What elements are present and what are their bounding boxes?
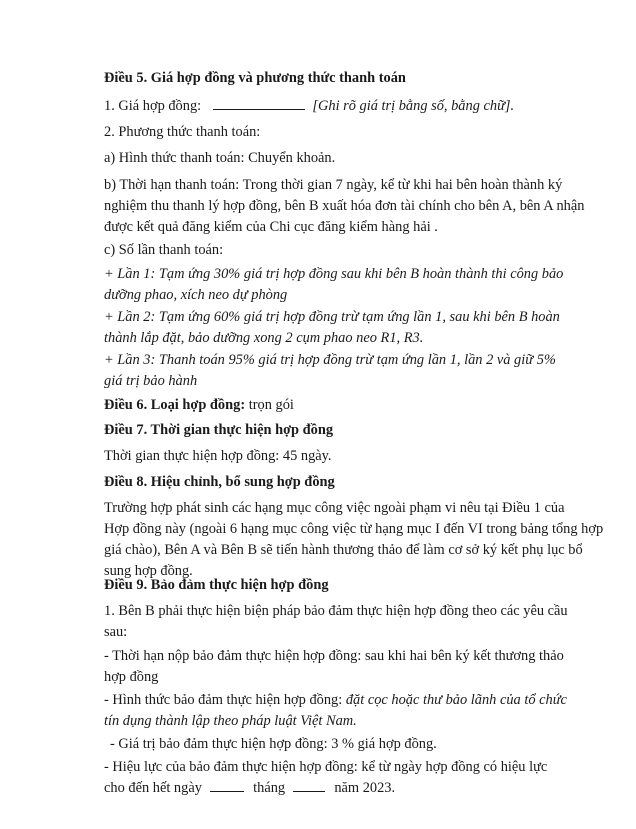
installment-3-line-2: giá trị bảo hành bbox=[104, 373, 198, 389]
contract-price-note: [Ghi rõ giá trị bằng số, bằng chữ]. bbox=[312, 98, 515, 114]
article-8-line-3: giá chào), Bên A và Bên B sẽ tiến hành thương thảo để làm cơ sở ký kết phụ lục bổ bbox=[104, 542, 583, 558]
contract-price-label: 1. Giá hợp đồng: bbox=[104, 98, 202, 114]
article-8-heading: Điều 8. Hiệu chỉnh, bổ sung hợp đồng bbox=[104, 474, 335, 490]
article-9-heading: Điều 9. Bảo đảm thực hiện hợp đồng bbox=[104, 577, 329, 593]
installment-2-line-2: thành lắp đặt, bảo dưỡng xong 2 cụm phao neo R1, R3. bbox=[104, 330, 424, 346]
day-blank bbox=[210, 779, 244, 792]
guarantee-value-line: - Giá trị bảo đảm thực hiện hợp đồng: 3 % giá hợp đồng. bbox=[110, 736, 437, 752]
guarantee-validity-line-2: cho đến hết ngày tháng năm 2023. bbox=[104, 780, 396, 796]
guarantee-validity-line-1: - Hiệu lực của bảo đảm thực hiện hợp đồng: kể từ ngày hợp đồng có hiệu lực bbox=[104, 759, 548, 775]
article-5-heading: Điều 5. Giá hợp đồng và phương thức thanh toán bbox=[104, 70, 406, 86]
article-8-line-1: Trường hợp phát sinh các hạng mục công việc ngoài phạm vi nêu tại Điều 1 của bbox=[104, 500, 565, 516]
installment-3-line-1: + Lần 3: Thanh toán 95% giá trị hợp đồng trừ tạm ứng lần 1, lần 2 và giữ 5% bbox=[104, 352, 556, 368]
contract-price-blank bbox=[213, 97, 305, 110]
article-6-line bbox=[104, 395, 294, 416]
guarantee-deadline-line-2: hợp đồng bbox=[104, 669, 159, 685]
payment-form-line: a) Hình thức thanh toán: Chuyển khoản. bbox=[104, 150, 336, 166]
installment-1-line-2: dưỡng phao, xích neo dự phòng bbox=[104, 287, 288, 303]
payment-count-title: c) Số lần thanh toán: bbox=[104, 242, 224, 258]
installment-2-line-1: + Lần 2: Tạm ứng 60% giá trị hợp đồng trừ tạm ứng lần 1, sau khi bên B hoàn bbox=[104, 309, 560, 325]
contract-price-line bbox=[104, 96, 514, 117]
installment-1-line-1: + Lần 1: Tạm ứng 30% giá trị hợp đồng sau khi bên B hoàn thành thi công bảo bbox=[104, 266, 564, 282]
payment-term-line-3: được kết quả đăng kiểm của Chi cục đăng kiểm hàng hải . bbox=[104, 219, 438, 235]
article-9-p1-line-1: 1. Bên B phải thực hiện biện pháp bảo đảm thực hiện hợp đồng theo các yêu cầu bbox=[104, 603, 568, 619]
contract-type-value: trọn gói bbox=[245, 397, 294, 413]
article-8-line-2: Hợp đồng này (ngoài 6 hạng mục công việc từ hạng mục I đến VI trong bảng tổng hợp bbox=[104, 521, 604, 537]
article-8-line-4: sung hợp đồng. bbox=[104, 563, 193, 579]
article-6-heading: Điều 6. Loại hợp đồng: bbox=[104, 397, 246, 413]
guarantee-form-line-1: - Hình thức bảo đảm thực hiện hợp đồng: đặt cọc hoặc thư bảo lãnh của tổ chức bbox=[104, 692, 567, 708]
article-7-heading: Điều 7. Thời gian thực hiện hợp đồng bbox=[104, 422, 334, 438]
payment-method-title: 2. Phương thức thanh toán: bbox=[104, 124, 261, 140]
guarantee-form-line-2: tín dụng thành lập theo pháp luật Việt Nam. bbox=[104, 713, 357, 729]
article-7-text: Thời gian thực hiện hợp đồng: 45 ngày. bbox=[104, 448, 332, 464]
month-blank bbox=[293, 779, 325, 792]
payment-term-line-1: b) Thời hạn thanh toán: Trong thời gian 7 ngày, kể từ khi hai bên hoàn thành ký bbox=[104, 177, 563, 193]
guarantee-deadline-line-1: - Thời hạn nộp bảo đảm thực hiện hợp đồng: sau khi hai bên ký kết thương thảo bbox=[104, 648, 564, 664]
payment-term-line-2: nghiệm thu thanh lý hợp đồng, bên B xuất hóa đơn tài chính cho bên A, bên A nhận bbox=[104, 198, 585, 214]
article-9-p1-line-2: sau: bbox=[104, 624, 128, 640]
